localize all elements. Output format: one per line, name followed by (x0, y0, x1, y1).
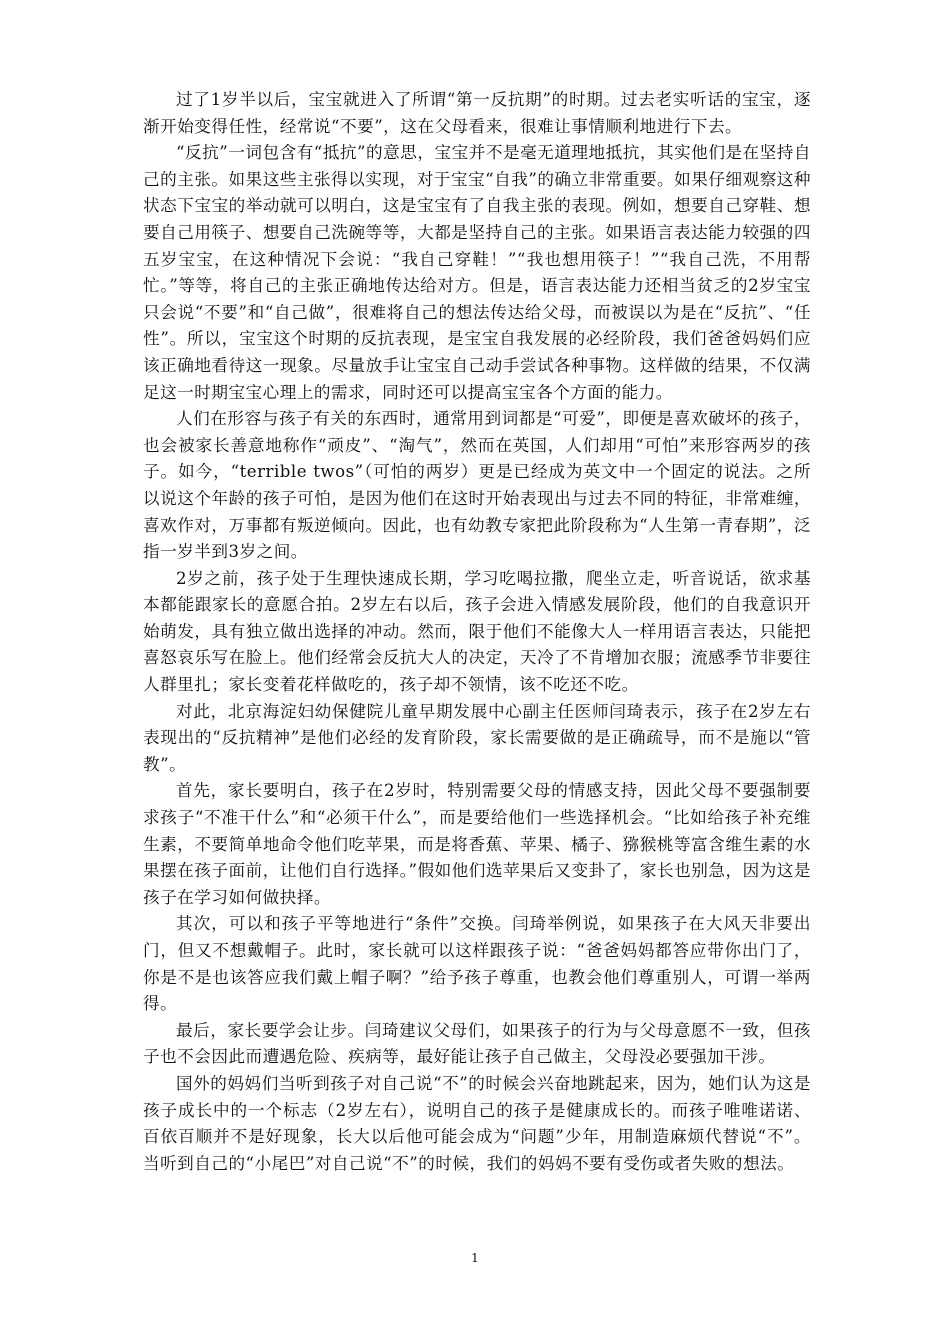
paragraph-first-rebellious-period: 过了1岁半以后，宝宝就进入了所谓“第一反抗期”的时期。过去老实听话的宝宝，逐渐开始变得任性，经常说“不要”，这在父母看来，很难让事情顺利地进行下去。 (143, 90, 811, 136)
page-number: 1 (471, 1251, 479, 1265)
paragraph-second-advice: 其次，可以和孩子平等地进行“条件”交换。闫琦举例说，如果孩子在大风天非要出门，但又不想戴帽子。此时，家长就可以这样跟孩子说：“爸爸妈妈都答应带你出门了，你是不是也该答应我们戴上帽子啊？”给予孩子尊重，也教会他们尊重别人，可谓一举两得。 (143, 914, 811, 1014)
paragraph-meaning-of-rebellion: “反抗”一词包含有“抵抗”的意思，宝宝并不是毫无道理地抵抗，其实他们是在坚持自己的主张。如果这些主张得以实现，对于宝宝“自我”的确立非常重要。如果仔细观察这种状态下宝宝的举动就可以明白，这是宝宝有了自我主张的表现。例如，想要自己穿鞋、想要自己用筷子、想要自己洗碗等等，大都是坚持自己的主张。如果语言表达能力较强的四五岁宝宝，在这种情况下会说：“我自己穿鞋！”“我也想用筷子！”“我自己洗，不用帮忙。”等等，将自己的主张正确地传达给对方。但是，语言表达能力还相当贫乏的2岁宝宝只会说“不要”和“自己做”，很难将自己的想法传达给父母，而被误以为是在“反抗”、“任性”。所以，宝宝这个时期的反抗表现，是宝宝自我发展的必经阶段，我们爸爸妈妈们应该正确地看待这一现象。尽量放手让宝宝自己动手尝试各种事物。这样做的结果，不仅满足这一时期宝宝心理上的需求，同时还可以提高宝宝各个方面的能力。 (143, 143, 811, 402)
paragraph-expert-opinion: 对此，北京海淀妇幼保健院儿童早期发展中心副主任医师闫琦表示，孩子在2岁左右表现出的“反抗精神”是他们必经的发育阶段，家长需要做的是正确疏导，而不是施以“管教”。 (143, 701, 811, 774)
paragraph-terrible-twos: 人们在形容与孩子有关的东西时，通常用到词都是“可爱”，即便是喜欢破坏的孩子，也会被家长善意地称作“顽皮”、“淘气”，然而在英国，人们却用“可怕”来形容两岁的孩子。如今，“terrible twos”（可怕的两岁）更是已经成为英文中一个固定的说法。之所以说这个年龄的孩子可怕，是因为他们在这时开始表现出与过去不同的特征，非常难缠，喜欢作对，万事都有叛逆倾向。因此，也有幼教专家把此阶段称为“人生第一青春期”，泛指一岁半到3岁之间。 (143, 409, 811, 562)
paragraph-before-two: 2岁之前，孩子处于生理快速成长期，学习吃喝拉撒，爬坐立走，听音说话，欲求基本都能跟家长的意愿合拍。2岁左右以后，孩子会进入情感发展阶段，他们的自我意识开始萌发，具有独立做出选择的冲动。然而，限于他们不能像大人一样用语言表达，只能把喜怒哀乐写在脸上。他们经常会反抗大人的决定，天冷了不肯增加衣服；流感季节非要往人群里扎；家长变着花样做吃的，孩子却不领情，该不吃还不吃。 (143, 568, 811, 695)
paragraph-third-advice: 最后，家长要学会让步。闫琦建议父母们，如果孩子的行为与父母意愿不一致，但孩子也不会因此而遭遇危险、疾病等，最好能让孩子自己做主，父母没必要强加干涉。 (143, 1020, 811, 1067)
paragraph-first-advice: 首先，家长要明白，孩子在2岁时，特别需要父母的情感支持，因此父母不要强制要求孩子“不准干什么”和“必须干什么”，而是要给他们一些选择机会。“比如给孩子补充维生素，不要简单地命令他们吃苹果，而是将香蕉、苹果、橘子、猕猴桃等富含维生素的水果摆在孩子面前，让他们自行选择。”假如他们选苹果后又变卦了，家长也别急，因为这是孩子在学习如何做抉择。 (143, 781, 811, 907)
paragraph-conclusion: 国外的妈妈们当听到孩子对自己说“不”的时候会兴奋地跳起来，因为，她们认为这是孩子成长中的一个标志（2岁左右），说明自己的孩子是健康成长的。而孩子唯唯诺诺、百依百顺并不是好现象，长大以后他可能会成为“问题”少年，用制造麻烦代替说“不”。当听到自己的“小尾巴”对自己说“不”的时候，我们的妈妈不要有受伤或者失败的想法。 (143, 1073, 811, 1173)
document-body (143, 87, 811, 1177)
